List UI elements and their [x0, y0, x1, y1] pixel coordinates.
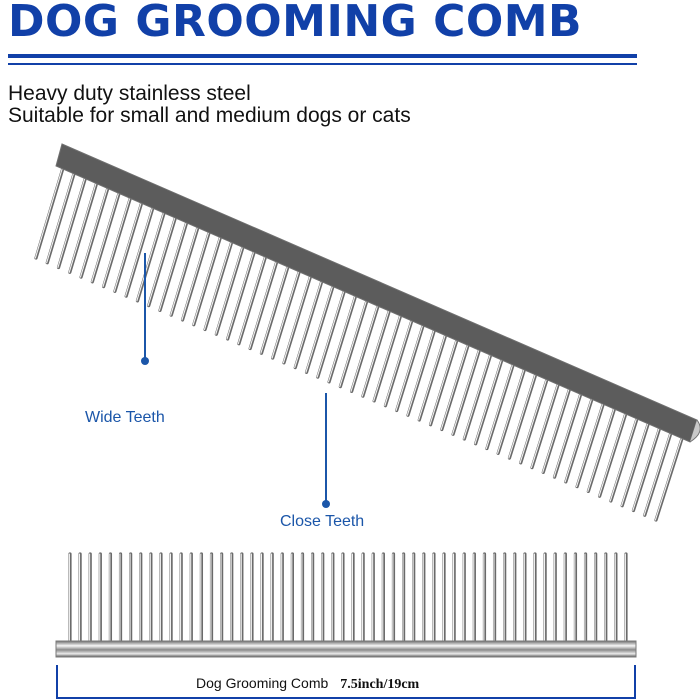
comb-tooth — [250, 251, 281, 349]
comb-tooth — [322, 554, 323, 642]
comb-tooth — [385, 309, 416, 406]
comb-tooth — [130, 554, 131, 642]
comb-tooth — [534, 554, 535, 642]
comb-tooth — [241, 554, 242, 642]
comb-tooth — [295, 270, 326, 367]
comb-tooth — [498, 358, 529, 454]
comb-tooth — [120, 554, 121, 642]
comb-tooth — [103, 187, 134, 286]
comb-tooth — [433, 554, 434, 642]
callout-dot-icon — [322, 500, 330, 508]
comb-tooth — [35, 158, 66, 258]
comb-tooth — [452, 338, 483, 434]
comb-tooth — [363, 554, 364, 642]
comb-tooth — [352, 554, 353, 642]
comb-tooth — [588, 397, 619, 492]
comb-tooth — [423, 554, 424, 642]
comb-tooth — [231, 554, 232, 642]
comb-tooth — [610, 407, 641, 501]
angled-comb-teeth — [35, 158, 686, 520]
comb-tooth — [328, 285, 359, 382]
comb-tooth — [159, 212, 190, 311]
comb-tooth — [171, 216, 202, 315]
comb-tooth — [292, 554, 293, 642]
comb-tooth — [454, 554, 455, 642]
straight-comb-spine — [56, 641, 636, 657]
comb-tooth — [565, 554, 566, 642]
comb-tooth — [340, 290, 371, 387]
comb-tooth — [474, 554, 475, 642]
comb-tooth — [494, 554, 495, 642]
comb-tooth — [80, 554, 81, 642]
comb-tooth — [374, 304, 405, 401]
wide-teeth-label: Wide Teeth — [85, 409, 165, 426]
comb-tooth — [282, 554, 283, 642]
comb-tooth — [524, 554, 525, 642]
comb-tooth — [306, 275, 337, 372]
measurement-size: 7.5inch/19cm — [340, 677, 420, 692]
comb-tooth — [565, 387, 596, 482]
comb-tooth — [69, 173, 100, 273]
comb-tooth — [554, 382, 585, 477]
comb-tooth — [272, 554, 273, 642]
comb-tooth — [251, 554, 252, 642]
comb-tooth — [110, 554, 111, 642]
comb-tooth — [396, 314, 427, 411]
comb-tooth — [148, 207, 179, 306]
comb-tooth — [90, 554, 91, 642]
comb-tooth — [615, 554, 616, 642]
feature-line-material: Heavy duty stainless steel — [8, 82, 251, 105]
comb-tooth — [585, 554, 586, 642]
comb-tooth — [419, 324, 450, 420]
comb-tooth — [486, 353, 517, 449]
comb-tooth — [182, 221, 213, 320]
comb-tooth — [413, 554, 414, 642]
comb-tooth — [261, 255, 292, 353]
comb-tooth — [261, 554, 262, 642]
comb-tooth — [514, 554, 515, 642]
comb-tooth — [430, 329, 461, 425]
comb-tooth — [633, 416, 664, 510]
comb-tooth — [595, 554, 596, 642]
comb-tooth — [504, 554, 505, 642]
comb-tooth — [655, 426, 686, 520]
comb-tooth — [58, 168, 89, 268]
comb-tooth — [555, 554, 556, 642]
callout-dot-icon — [141, 357, 149, 365]
comb-tooth — [170, 554, 171, 642]
comb-tooth — [576, 392, 607, 487]
comb-tooth — [204, 231, 235, 329]
measurement-caption — [196, 675, 419, 693]
comb-tooth — [342, 554, 343, 642]
comb-tooth — [545, 554, 546, 642]
comb-tooth — [625, 554, 626, 642]
feature-line-suitability: Suitable for small and medium dogs or cats — [8, 104, 411, 127]
comb-tooth — [283, 265, 314, 363]
comb-tooth — [393, 554, 394, 642]
comb-tooth — [520, 368, 551, 463]
comb-tooth — [150, 554, 151, 642]
comb-tooth — [181, 554, 182, 642]
comb-tooth — [484, 554, 485, 642]
comb-tooth — [47, 163, 78, 263]
straight-comb-teeth — [69, 554, 626, 642]
comb-tooth — [302, 554, 303, 642]
comb-tooth — [317, 280, 348, 377]
comb-tooth — [80, 177, 111, 277]
comb-tooth — [160, 554, 161, 642]
comb-tooth — [443, 554, 444, 642]
comb-tooth — [622, 411, 653, 505]
comb-tooth — [362, 299, 393, 396]
comb-tooth — [191, 554, 192, 642]
comb-tooth — [383, 554, 384, 642]
comb-tooth — [69, 554, 70, 642]
comb-tooth — [373, 554, 374, 642]
comb-tooth — [140, 554, 141, 642]
comb-tooth — [114, 192, 145, 291]
comb-tooth — [441, 333, 472, 429]
comb-tooth — [332, 554, 333, 642]
comb-tooth — [509, 363, 540, 458]
comb-tooth — [227, 241, 258, 339]
comb-tooth — [644, 421, 675, 515]
comb-tooth — [193, 226, 224, 324]
measurement-label: Dog Grooming Comb — [196, 675, 329, 691]
comb-tooth — [407, 319, 438, 415]
comb-tooth — [531, 372, 562, 467]
comb-tooth — [403, 554, 404, 642]
comb-tooth — [137, 202, 168, 301]
close-teeth-label: Close Teeth — [280, 513, 365, 530]
comb-tooth — [92, 182, 123, 281]
comb-tooth — [211, 554, 212, 642]
comb-tooth — [464, 343, 495, 439]
comb-tooth — [351, 294, 382, 391]
page-title: DOG GROOMING COMB — [8, 0, 583, 47]
comb-tooth — [216, 236, 247, 334]
comb-tooth — [201, 554, 202, 642]
comb-tooth — [475, 348, 506, 444]
comb-tooth — [221, 554, 222, 642]
comb-tooth — [575, 554, 576, 642]
comb-tooth — [126, 197, 157, 296]
comb-tooth — [464, 554, 465, 642]
comb-tooth — [599, 402, 630, 497]
comb-tooth — [238, 246, 269, 344]
comb-tooth — [543, 377, 574, 472]
comb-tooth — [605, 554, 606, 642]
comb-tooth — [100, 554, 101, 642]
comb-tooth — [272, 260, 303, 358]
comb-tooth — [312, 554, 313, 642]
